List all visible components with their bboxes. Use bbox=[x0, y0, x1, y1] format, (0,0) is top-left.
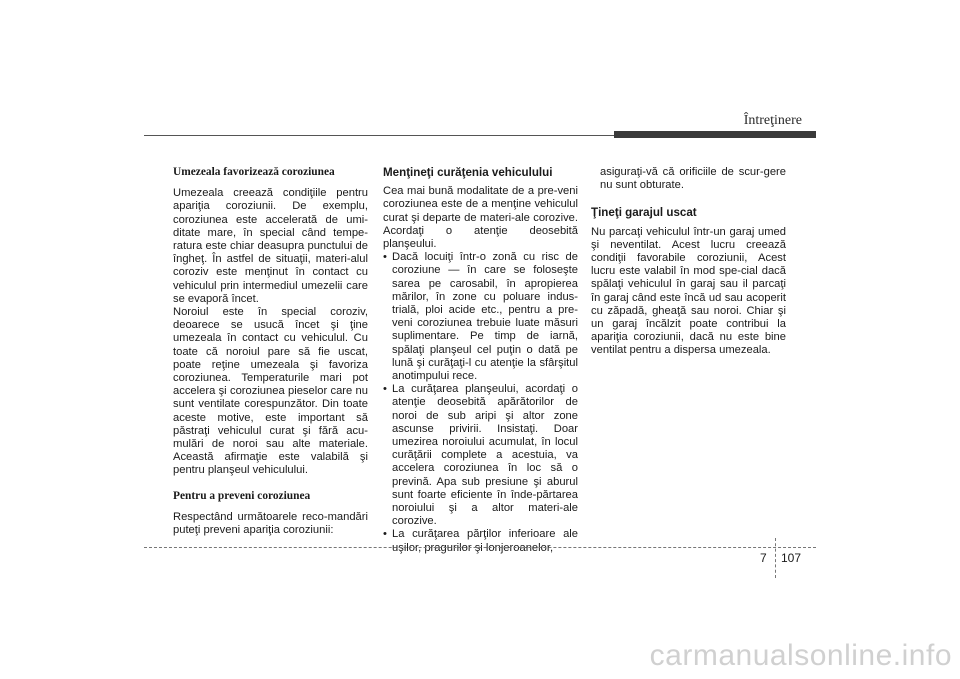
list-item: • La curăţarea planşeului, acordaţi o atenţie deosebită apărătorilor de noroi de sub aripi şi altor zone ascunse privirii. Insistaţi. Doar umezirea noroiului acumulat, în locul curăţării complete a acestuia, va accelera coroziunea în loc să o prevină. Apa sub presiune şi aburul sunt foarte eficiente în înde-părtarea noroiului şi a altor materi-ale corozive. bbox=[383, 383, 578, 528]
heading-dry-garage: Ţineţi garajul uscat bbox=[591, 206, 697, 220]
paragraph-mud: Noroiul este în special coroziv, deoarece se usucă încet şi ţine umezeala în contact cu vehiculul. Cu toate că noroiul pare să fie uscat, poate reţine umezeala şi favoriza coroziunea. Temperaturile mari pot accelera şi coroziunea pieselor care nu sunt ventilate corespunzător. Din toate aceste motive, este important să păstraţi vehiculul curat şi fără acu-mulări de noroi sau alte materiale. Această afirmaţie este valabilă şi pentru planşeul vehiculului. bbox=[173, 306, 368, 477]
footer-rule bbox=[144, 547, 816, 548]
section-title: Întreţinere bbox=[743, 113, 802, 128]
heading-prevent: Pentru a preveni coroziunea bbox=[173, 489, 311, 502]
heading-keep-clean: Menţineţi curăţenia vehiculului bbox=[383, 166, 553, 179]
column-3 bbox=[591, 166, 786, 358]
chapter-number: 7 bbox=[760, 551, 767, 565]
heading-humidity: Umezeala favorizează coroziunea bbox=[173, 166, 335, 178]
header-rule-thick bbox=[614, 131, 816, 138]
bullet-list bbox=[383, 251, 578, 555]
paragraph-keep-clean: Cea mai bună modalitate de a pre-veni coroziunea este de a menţine vehiculul curat şi departe de materi-ale corozive. Acordaţi o atenţie deosebită planşeului. bbox=[383, 185, 578, 251]
column-2 bbox=[383, 166, 578, 555]
page-number: 107 bbox=[781, 551, 802, 565]
column-1 bbox=[173, 166, 368, 537]
watermark: carmanualsonline.info bbox=[649, 639, 952, 672]
bullet-continuation: asiguraţi-vă că orificiile de scur-gere nu sunt obturate. bbox=[600, 166, 786, 192]
list-item: • La curăţarea părţilor inferioare ale uşilor, pragurilor şi lonjeroanelor, bbox=[383, 528, 578, 554]
header-rule-thin bbox=[144, 135, 614, 136]
page-number-divider bbox=[775, 538, 776, 578]
paragraph-humidity: Umezeala creează condiţiile pentru apariţia coroziunii. De exemplu, coroziunea este accelerată de umi-ditate mare, în special când tempe-ratura este chiar deasupra punctului de îngheţ. În astfel de situaţii, materi-alul coroziv este menţinut în contact cu vehiculul prin intermediul umezelii care se evaporă încet. bbox=[173, 187, 368, 305]
list-item: • Dacă locuiţi într-o zonă cu risc de coroziune — în care se foloseşte sarea pe carosabil, în apropierea mărilor, în zone cu poluare indus-trială, ploi acide etc., pentru a pre-veni coroziunea trebuie luate măsuri suplimentare. Pe timp de iarnă, spălaţi planşeul cel puţin o dată pe lună şi curăţaţi-l cu atenţie la sfârşitul anotimpului rece. bbox=[383, 251, 578, 383]
paragraph-dry-garage: Nu parcaţi vehiculul într-un garaj umed şi neventilat. Acest lucru creează condiţii favorabile coroziunii, Acest lucru este valabil în mod spe-cial dacă spălaţi vehiculul în garaj sau il parcaţi în garaj când este încă ud sau acoperit cu zăpadă, gheaţă sau noroi. Chiar şi un garaj încălzit poate contribui la apariţia coroziunii, dacă nu este bine ventilat pentru a dispersa umezeala. bbox=[591, 225, 786, 357]
paragraph-recommendations: Respectând următoarele reco-mandări puteţi preveni apariţia coroziunii: bbox=[173, 510, 368, 537]
